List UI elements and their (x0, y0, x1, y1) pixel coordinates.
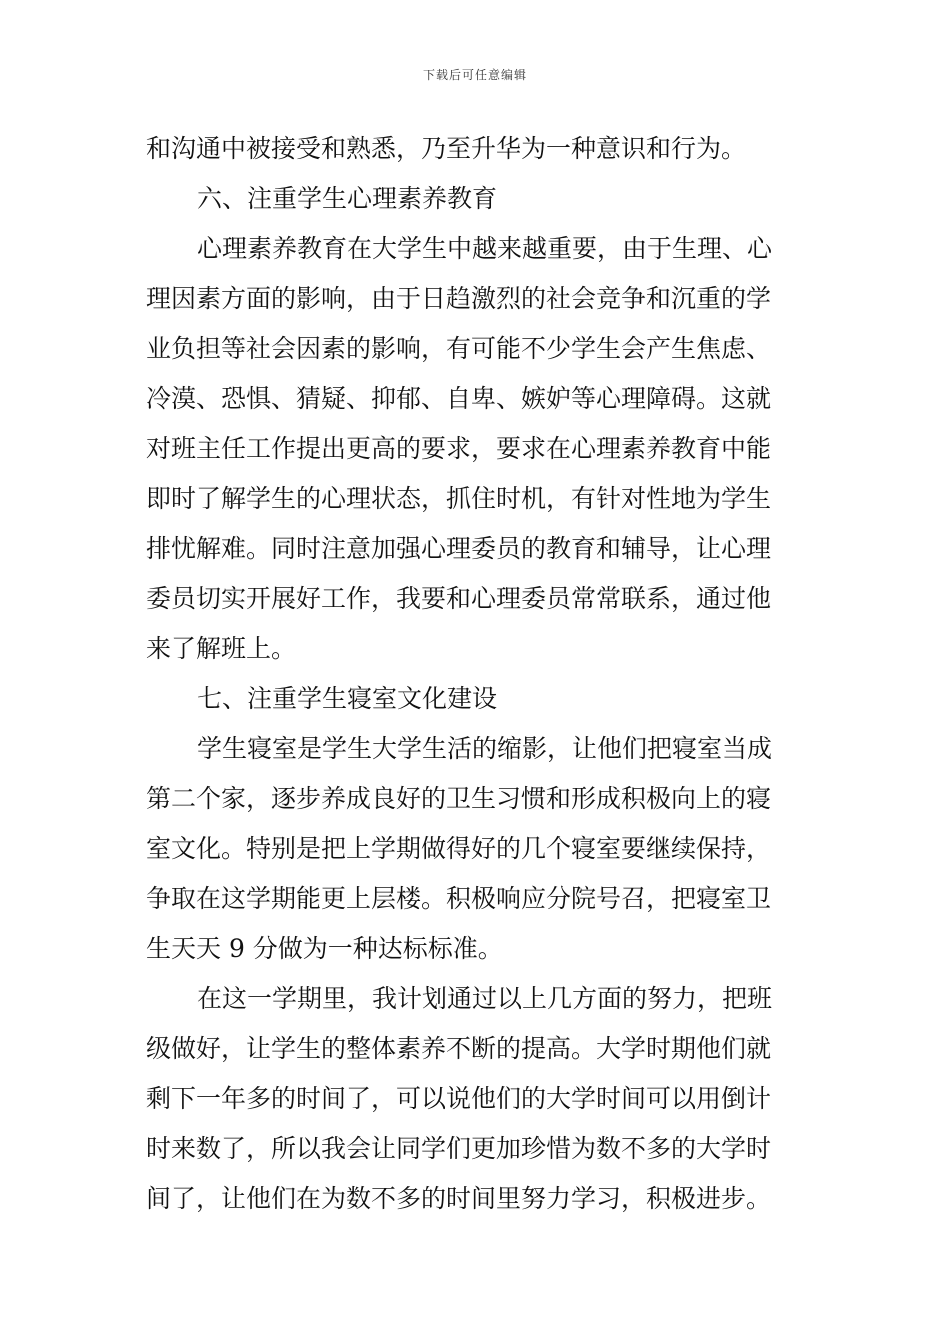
paragraph-line: 排忧解难。同时注意加强心理委员的教育和辅导，让心理 (146, 534, 772, 563)
paragraph-line: 室文化。特别是把上学期做得好的几个寝室要继续保持， (146, 834, 772, 863)
paragraph-line: 在这一学期里，我计划通过以上几方面的努力，把班 (197, 984, 773, 1013)
paragraph-line: 业负担等社会因素的影响，有可能不少学生会产生焦虑、 (146, 334, 772, 363)
paragraph-line: 第二个家，逐步养成良好的卫生习惯和形成积极向上的寝 (146, 784, 772, 813)
paragraph-line: 间了，让他们在为数不多的时间里努力学习，积极进步。 (146, 1184, 772, 1213)
paragraph-line: 心理素养教育在大学生中越来越重要，由于生理、心 (197, 234, 773, 263)
document-body (146, 124, 810, 1224)
section-heading-seven: 七、注重学生寝室文化建设 (197, 684, 498, 713)
paragraph-line: 委员切实开展好工作，我要和心理委员常常联系，通过他 (146, 584, 772, 613)
page-header: 下载后可任意编辑 (422, 68, 527, 82)
paragraph-line: 级做好，让学生的整体素养不断的提高。大学时期他们就 (146, 1034, 772, 1063)
paragraph-line: 时来数了，所以我会让同学们更加珍惜为数不多的大学时 (146, 1134, 772, 1163)
paragraph-line: 生天天 9 分做为一种达标标准。 (146, 934, 503, 963)
paragraph-line: 即时了解学生的心理状态，抓住时机，有针对性地为学生 (146, 484, 772, 513)
section-heading-six: 六、注重学生心理素养教育 (197, 184, 498, 213)
paragraph-line: 理因素方面的影响，由于日趋激烈的社会竞争和沉重的学 (146, 284, 772, 313)
paragraph-line: 对班主任工作提出更高的要求，要求在心理素养教育中能 (146, 434, 772, 463)
paragraph-line: 和沟通中被接受和熟悉，乃至升华为一种意识和行为。 (146, 134, 747, 163)
paragraph-line: 来了解班上。 (146, 634, 297, 663)
paragraph-line: 剩下一年多的时间了，可以说他们的大学时间可以用倒计 (146, 1084, 772, 1113)
paragraph-line: 争取在这学期能更上层楼。积极响应分院号召，把寝室卫 (146, 884, 772, 913)
paragraph-line: 学生寝室是学生大学生活的缩影，让他们把寝室当成 (197, 734, 773, 763)
paragraph-line: 冷漠、恐惧、猜疑、抑郁、自卑、嫉妒等心理障碍。这就 (146, 384, 772, 413)
